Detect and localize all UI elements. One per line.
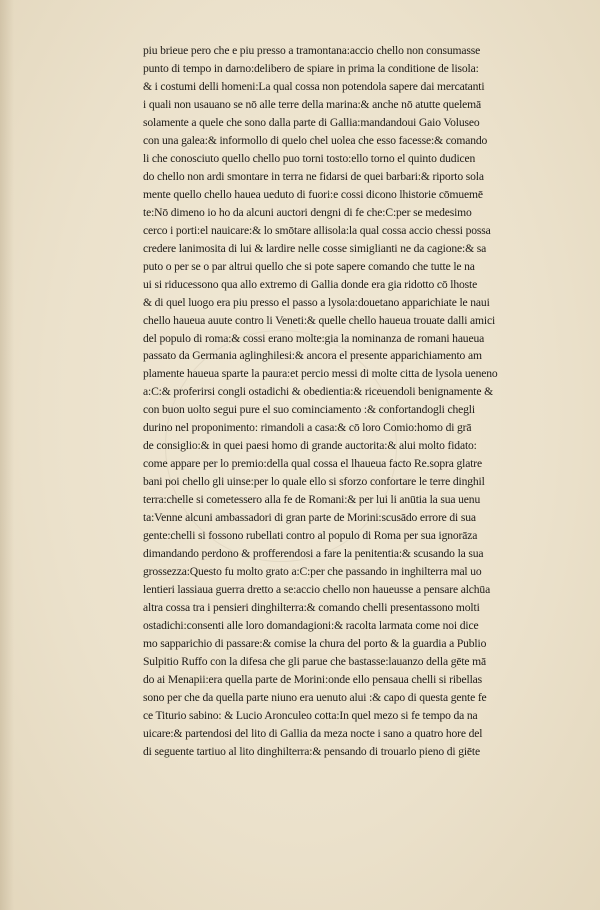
text-line: puto o per se o par altrui quello che si pote sapere comando che tutte le na xyxy=(143,259,475,273)
text-line: ostadichi:consenti alle loro domandagioni:& racolta larmata come noi dice xyxy=(143,619,479,632)
text-line: piu brieue pero che e piu presso a tramontana:accio chello non consumasse xyxy=(143,44,481,57)
text-line: come appare per lo premio:della qual cossa el lhaueua facto Re.sopra glatre xyxy=(143,457,482,471)
text-line: lentieri lassiaua guerra dretto a se:accio chello non haueusse a pensare alchūa xyxy=(143,583,491,597)
text-line: chello haueua auute contro li Veneti:& quelle chello haueua trouate dalli amici xyxy=(143,313,496,327)
text-line: con buon uolto segui pure el suo cominciamento :& confortandogli chegli xyxy=(143,403,475,417)
text-line: li che conosciuto quello chello puo torni tosto:ello torno el quinto dudicen xyxy=(143,151,476,165)
text-line: di seguente tartiuo al lito dinghilterra:& pensando di trouarlo pieno di giēte xyxy=(143,744,480,758)
text-line: do chello non ardi smontare in terra ne fidarsi de quei barbari:& riporto sola xyxy=(143,169,484,183)
text-line: mente quello chello hauea ueduto di fuori:e cossi dicono lhistorie cōmuemē xyxy=(143,187,483,201)
text-line: do ai Menapii:era quella parte de Morini:onde ello pensaua chelli si ribellas xyxy=(143,672,483,686)
text-line: bani poi chello gli uinse:per lo quale ello si sforzo confortare le terre dinghil xyxy=(143,475,485,489)
text-line: cerco i porti:el nauicare:& lo smōtare allisola:la qual cossa accio chessi possa xyxy=(143,223,491,237)
text-line: a:C:& proferirsi congli ostadichi & obedientia:& riceuendoli benignamente & xyxy=(143,385,493,399)
text-line: credere lanimosita di lui & lardire nelle cosse simiglianti ne da cagione:& sa xyxy=(143,241,487,255)
text-line: dimandando perdono & profferendosi a fare la penitentia:& scusando la sua xyxy=(143,547,484,561)
text-line: solamente a quele che sono dalla parte di Gallia:mandandoui Gaio Voluseo xyxy=(143,115,480,129)
text-line: & i costumi delli homeni:La qual cossa non potendola sapere dai mercatanti xyxy=(143,79,485,93)
text-line: Sulpitio Ruffo con la difesa che gli parue che bastasse:lauanzo della gēte mā xyxy=(143,654,487,668)
text-line: i quali non usauano se nō alle terre della marina:& anche nō atutte quelemā xyxy=(143,97,482,111)
text-line: con una galea:& informollo di quelo chel uolea che esso facesse:& comando xyxy=(143,133,488,147)
text-line: grossezza:Questo fu molto grato a:C:per che passando in inghilterra mal uo xyxy=(143,565,482,579)
text-line: durino nel proponimento: rimandoli a casa:& cō loro Comio:homo di grā xyxy=(143,421,472,435)
text-line: passato da Germania aglinghilesi:& ancora el presente apparichiamento am xyxy=(143,349,482,363)
text-line: del populo di roma:& cossi erano molte:gia la nominanza de romani haueua xyxy=(143,331,485,345)
text-line: altra cossa tra i pensieri dinghilterra:& comando chelli presentassono molti xyxy=(143,601,480,615)
text-line: uicare:& partendosi del lito di Gallia da meza nocte i sano a quatro hore del xyxy=(143,726,483,740)
text-line: gente:chelli si fossono rubellati contro al populo di Roma per sua ignorāza xyxy=(143,529,478,543)
text-line: sono per che da quella parte niuno era uenuto alui :& capo di questa gente fe xyxy=(143,690,487,704)
text-line: mo sapparichio di passare:& comise la chura del porto & la guardia a Publio xyxy=(143,636,487,650)
text-line: ta:Venne alcuni ambassadori di gran parte de Morini:scusādo errore di sua xyxy=(143,511,476,525)
text-line: te:Nō dimeno io ho da alcuni auctori dengni di fe che:C:per se medesimo xyxy=(143,205,472,219)
text-line: plamente haueua sparte la paura:et percio messi di molte citta de lysola ueneno xyxy=(143,367,498,381)
text-line: ui si riducessono qua allo extremo di Gallia donde era gia ridotto cō lhoste xyxy=(143,277,478,291)
binding-shadow xyxy=(0,0,14,910)
text-line: & di quel luogo era piu presso el passo a lysola:douetano apparichiate le naui xyxy=(143,295,490,309)
text-line: punto di tempo in darno:delibero de spiare in prima la conditione de lisola: xyxy=(143,61,479,75)
text-column xyxy=(143,42,558,761)
text-line: ce Titurio sabino: & Lucio Aronculeo cotta:In quel mezo si fe tempo da na xyxy=(143,708,478,722)
text-line: de consiglio:& in quei paesi homo di grande auctorita:& alui molto fidato: xyxy=(143,439,477,453)
text-line: terra:chelle si cometessero alla fe de Romani:& per lui li anūtia la sua uenu xyxy=(143,493,481,507)
